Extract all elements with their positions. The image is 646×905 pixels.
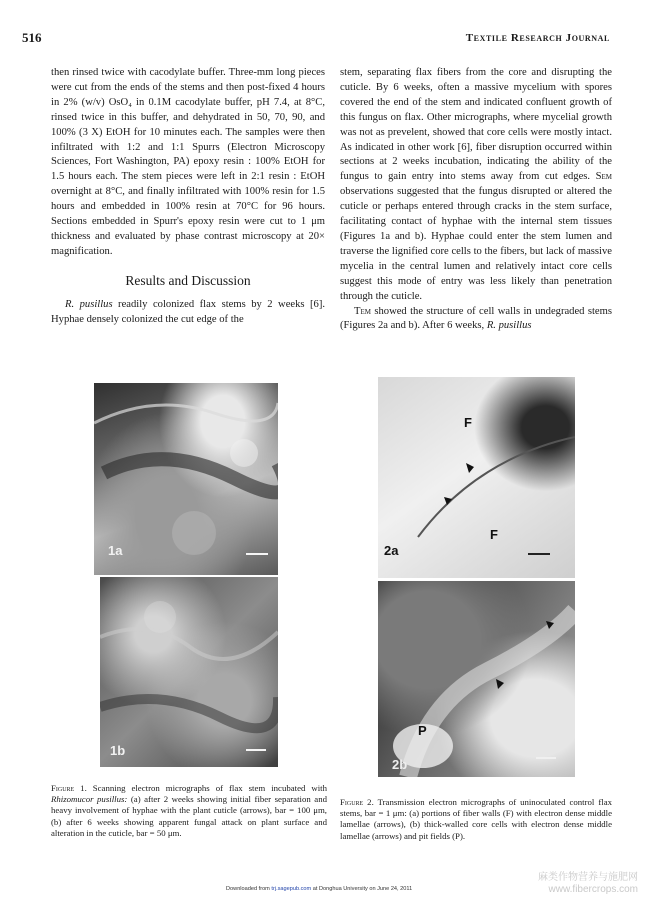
figure-2b-texture bbox=[378, 581, 575, 777]
watermark-line-1: 麻类作物营养与施肥网 bbox=[538, 872, 638, 883]
figure-1b-label: 1b bbox=[110, 743, 126, 758]
footer-suffix: at Donghua University on June 24, 2011 bbox=[311, 886, 413, 892]
figure-1-lead: Figure 1. bbox=[51, 783, 87, 793]
figure-1a-label: 1a bbox=[108, 543, 123, 558]
figure-2b-micrograph bbox=[378, 581, 575, 777]
fiber-label: F bbox=[464, 415, 472, 430]
results-paragraph-start bbox=[51, 298, 325, 328]
journal-title: Textile Research Journal bbox=[465, 32, 610, 44]
figure-2a-micrograph bbox=[378, 377, 575, 578]
footer-prefix: Downloaded from bbox=[226, 886, 272, 892]
sem-abbrev: Sem bbox=[595, 171, 612, 183]
arrow-icon bbox=[496, 679, 504, 689]
download-footer bbox=[226, 886, 412, 892]
figure-1b-texture bbox=[100, 577, 278, 767]
figure-2a-label: 2a bbox=[384, 543, 399, 558]
results-paragraph-continued bbox=[340, 66, 612, 305]
figure-2b-label: 2b bbox=[392, 757, 408, 772]
figure-2-lead: Figure 2. bbox=[340, 797, 374, 807]
species-name-2: R. pusillus bbox=[486, 320, 532, 332]
results-text-b: observations suggested that the fungus disrupted or altered the cuticle or perhaps entered through cracks in the stem surface, facilitating contact of hyphae with the internal stem tissues (Figures 1a and b). Hyphae could enter the stem lumen and traverse the lignified core cells to the fibers, but lack of massive mycelia in the central lumen and relatively intact core cells suggest this mode of entry was less likely than penetration through the cuticle. bbox=[340, 186, 612, 302]
results-text: readily colonized flax stems by 2 weeks [6]. Hyphae densely colonized the cut edge of the bbox=[51, 298, 326, 325]
figure-1b-micrograph bbox=[100, 577, 278, 767]
right-column bbox=[340, 66, 612, 334]
figure-1-text-b: (a) after 2 weeks showing initial fiber separation and heavy involvement of hyphae with the plant cuticle (arrows), bar = 100 μm, (b) after 6 weeks showing apparent fungal attack on plant surface and alteration in the cuticle, bar = 50 μm. bbox=[51, 794, 327, 838]
fiber-label: F bbox=[490, 527, 498, 542]
watermark-line-2: www.fibercrops.com bbox=[548, 884, 638, 895]
species-name: R. pusillus bbox=[65, 298, 113, 310]
methods-paragraph: then rinsed twice with cacodylate buffer. Three-mm long pieces were cut from the ends of the stems and then post-fixed 4 hours in 2% (w/v) OsO₄ in 0.1M cacodylate buffer, pH 7.4, at 8°C, rinsed twice in this buffer, and dehydrated in 50, 70, 90, and 100% (3 X) EtOH for 10 minutes each. The samples were then infiltrated with 1:2 and 1:1 Spurrs (Electron Microscopy Sciences, Fort Washington, PA) epoxy resin : 100% EtOH for 1.5 hours each. The stem pieces were left in 2:1 resin : EtOH overnight at 8°C, and finally infiltrated with 100% resin for 1.5 hours and embedded in 100% resin at 70°C for 96 hours. Sections embedded in Spurr's epoxy resin were cut to 1 μm thickness and evaluated by phase contrast microscopy at 20× magnification. bbox=[51, 67, 325, 257]
watermark bbox=[538, 872, 638, 896]
figure-1-text-a: Scanning electron micrographs of flax stem incubated with bbox=[86, 783, 327, 793]
figure-1a-micrograph bbox=[94, 383, 278, 575]
figure-1-species: Rhizomucor pusillus: bbox=[51, 794, 128, 805]
tem-text: showed the structure of cell walls in undegraded stems (Figures 2a and b). After 6 weeks, bbox=[340, 305, 612, 332]
tem-abbrev: Tem bbox=[354, 305, 371, 317]
pit-field-label: P bbox=[418, 723, 427, 738]
footer-link[interactable]: trj.sagepub.com bbox=[271, 886, 312, 892]
results-text-a: stem, separating flax fibers from the core and disrupting the cuticle. By 6 weeks, often a massive mycelium with spores covered the end of the stem and indicated confluent growth of this fungus on flax. Other micrographs, where mycelial growth was not as prevelent, showed that core cells were mostly intact. As indicated in other work [6], fiber disruption occurred within sections at 2 weeks incubation, indicating the ability of the fungus to gain entry into stems away from cut edges. bbox=[340, 67, 612, 183]
arrow-icon bbox=[466, 463, 474, 473]
figure-2-text: Transmission electron micrographs of uninoculated control flax stems, bar = 1 μm: (a) portions of fiber walls (F) with electron dense middle lamellae (arrows), (b) thick-walled core cells with electron dense middle lamellae (arrows) and pit fields (P). bbox=[340, 797, 612, 841]
figure-1-caption bbox=[51, 783, 327, 839]
figure-2a-texture bbox=[378, 377, 575, 578]
section-heading: Results and Discussion bbox=[125, 272, 251, 288]
page-number: 516 bbox=[22, 30, 42, 45]
figure-2-caption bbox=[340, 797, 612, 842]
left-column bbox=[51, 66, 325, 328]
tem-paragraph bbox=[340, 305, 612, 335]
